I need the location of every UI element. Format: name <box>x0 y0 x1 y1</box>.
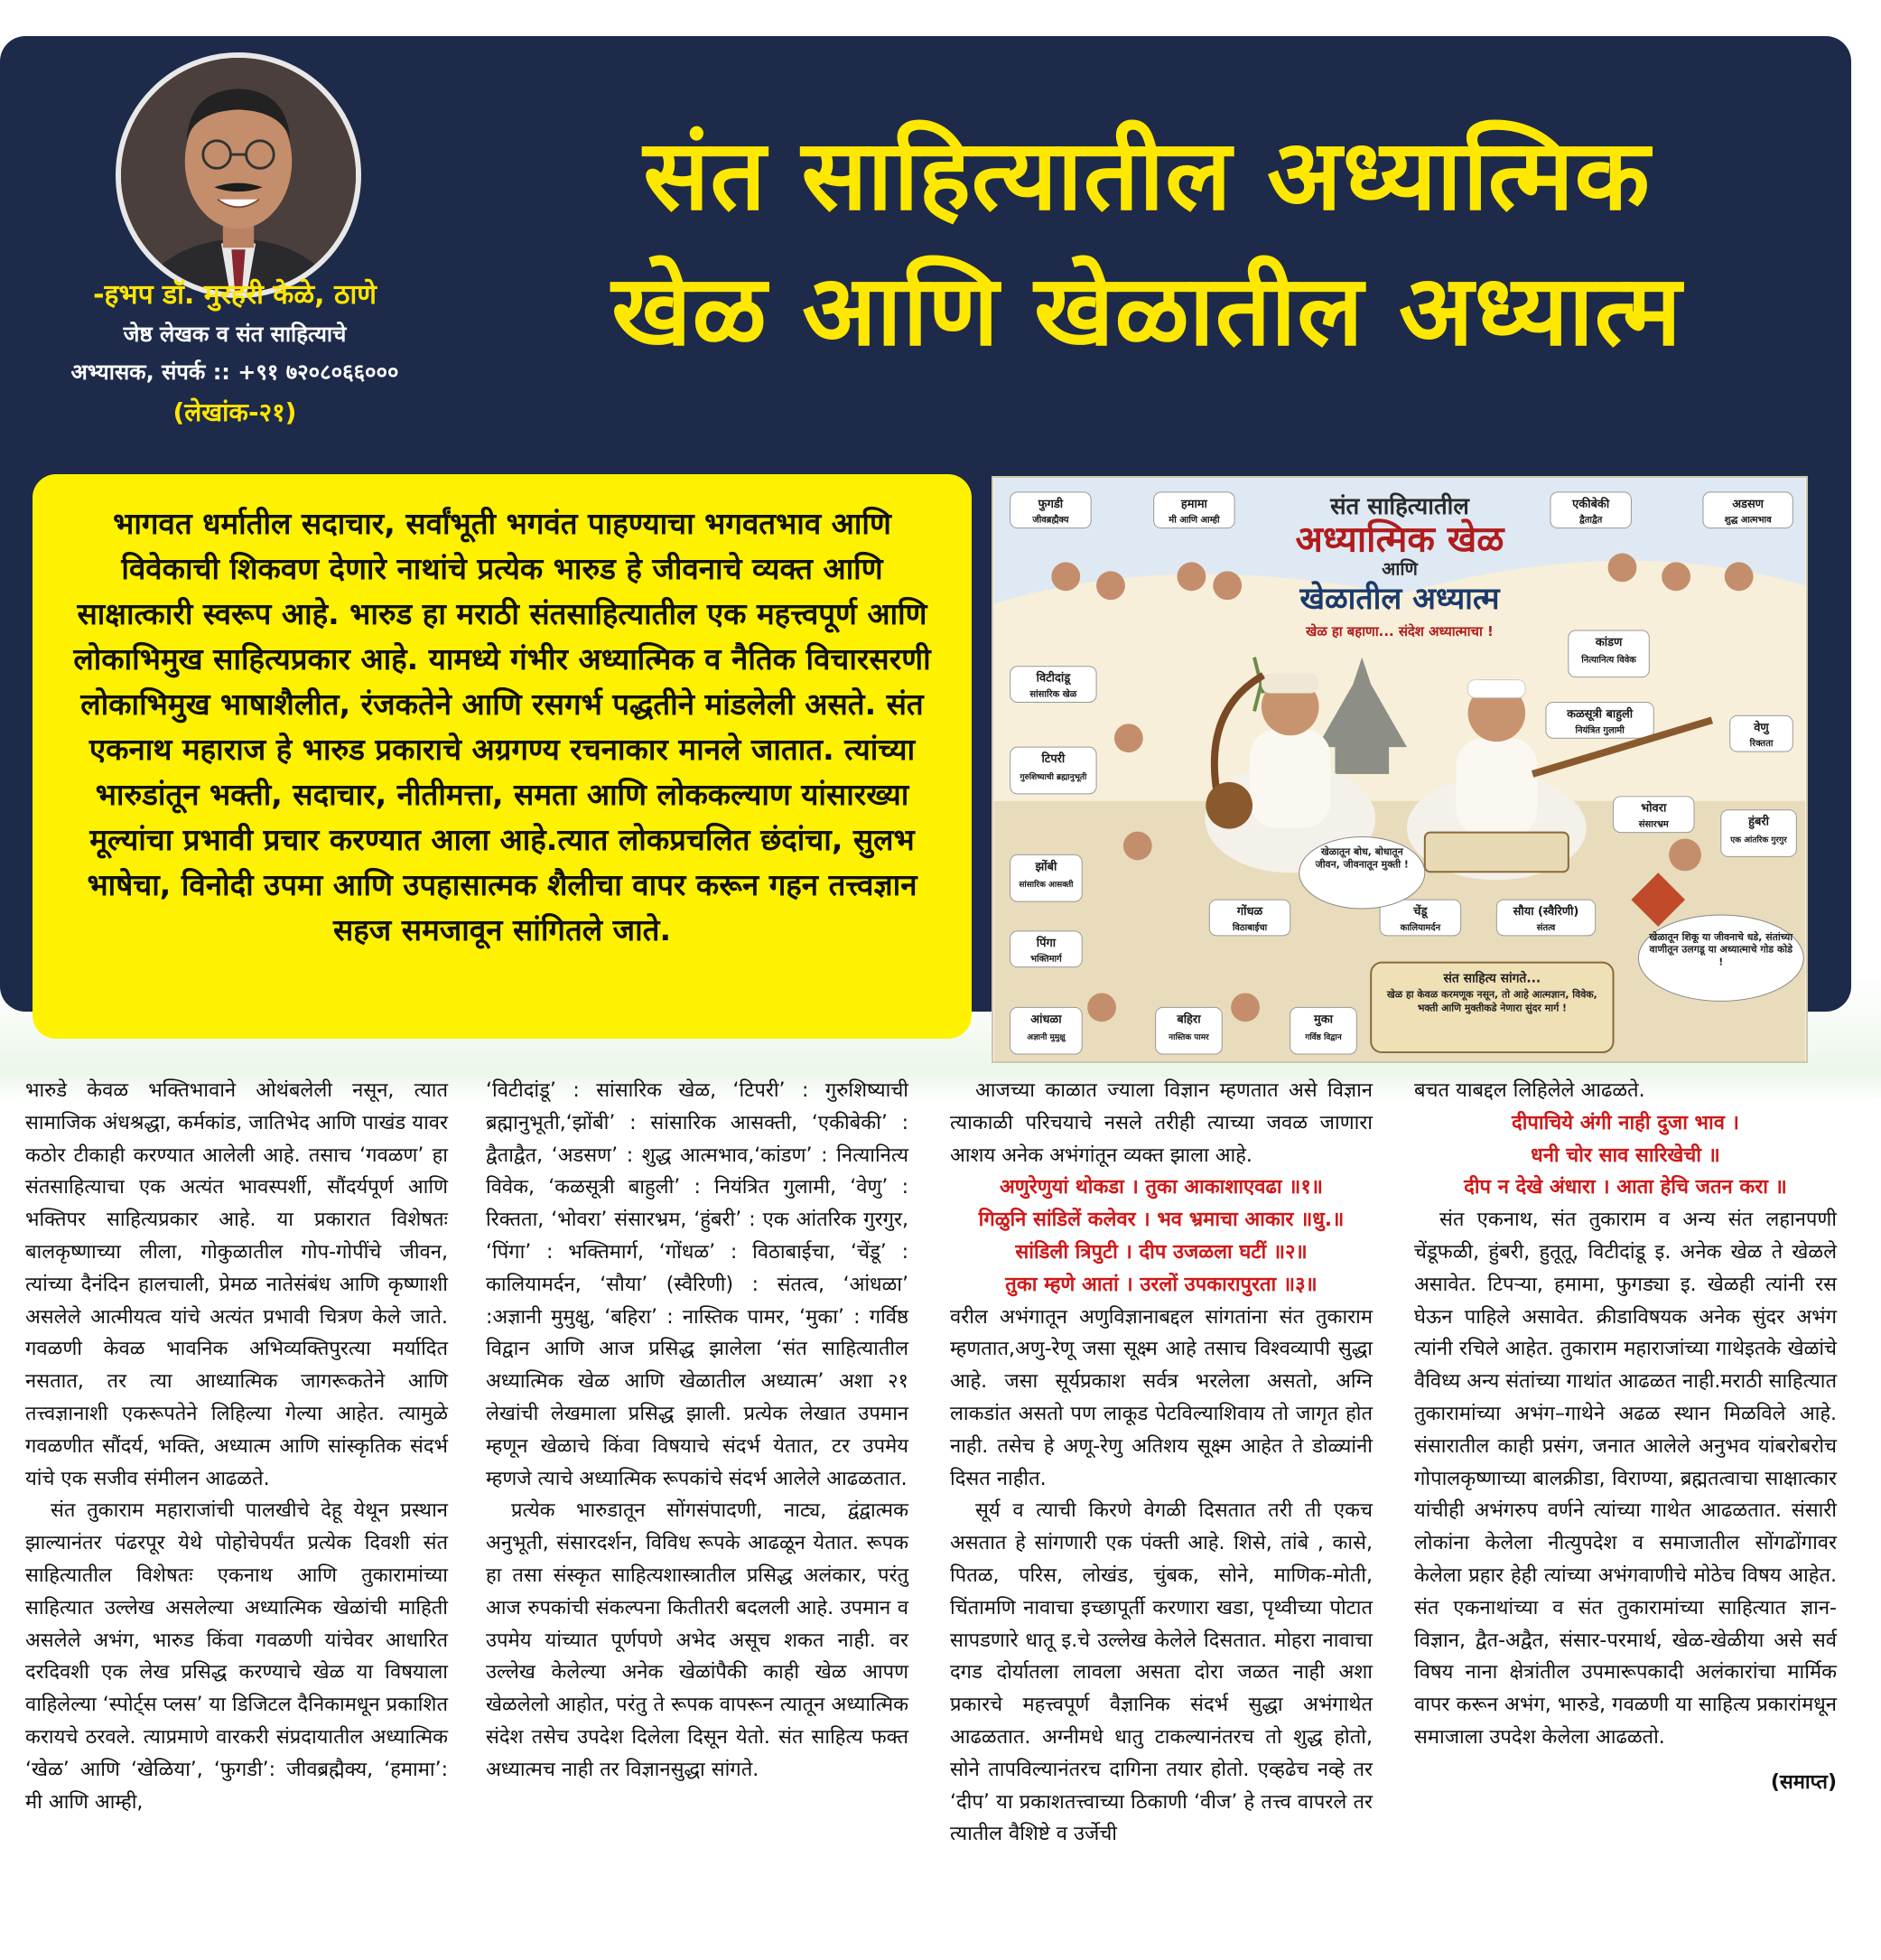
label-kalasutri-sub: नियंत्रित गुलामी <box>1575 725 1625 736</box>
article-title <box>470 108 1824 379</box>
label-adsan: अडसण <box>1732 497 1765 511</box>
label-fugdi: फुगडी <box>1038 497 1064 511</box>
label-humbari: हुंबरी <box>1748 815 1769 829</box>
author-contact: अभ्यासक, संपर्क :: +९१ ७२०८०६६००० <box>70 359 399 385</box>
abhang-verse: गिळुनि सांडिलें कलेवर । भव भ्रमाचा आकार ॥धु.॥ <box>978 1209 1345 1232</box>
label-vitidandu: विटीदांडू <box>1036 671 1071 686</box>
label-bhovara-sub: संसारभ्रम <box>1638 819 1669 830</box>
label-adsan-sub: शुद्ध आत्मभाव <box>1724 515 1772 526</box>
label-andhala-sub: अज्ञानी मुमुक्षु <box>1027 1033 1066 1043</box>
illustration-title-1: संत साहित्यातील <box>1330 492 1469 520</box>
right-bubble-text: खेळातून शिकू या जीवनाचे धडे, संतांच्या वाणीतून उलगडू या अध्यात्माचे गोड कोडे ! <box>1649 930 1793 968</box>
label-zombi: झोंबी <box>1035 860 1057 874</box>
author-role: जेष्ठ लेखक व संत साहित्याचे <box>123 322 347 347</box>
label-gondhal-sub: विठाबाईचा <box>1232 922 1268 933</box>
label-tipari: टिपरी <box>1041 752 1066 767</box>
paragraph: ‘विटीदांडू’ : सांसारिक खेळ, ‘टिपरी’ : गुरुशिष्याची ब्रह्मानुभूती,‘झोंबी’ : सांसारिक आसक्ती, ‘एकीबेकी’ : द्वैताद्वैत, ‘अडसण’ : शुद्ध आत्मभाव,‘कांडण’ : नित्यानित्य विवेक, ‘कळसूत्री बाहुली’ : नियंत्रित गुलामी, ‘वेणु’ : रिक्तता, ‘भोवरा’ संसारभ्रम, ‘हुंबरी’ : एक आंतरिक गुरगुर, ‘पिंगा’ : भक्तिमार्ग, ‘गोंधळ’ : विठाबाईचा, ‘चेंडू’ : कालियामर्दन, ‘सौया’ (स्वैरिणी) : संतत्व, ‘आंधळा’ :अज्ञानी मुमुक्षु, ‘बहिरा’ : नास्तिक पामर, ‘मुका’ : गर्विष्ठ विद्वान आणि आज प्रसिद्ध झालेला ‘संत साहित्यातील अध्यात्मिक खेळ आणि खेळातील अध्यात्म’ अशा २१ लेखांची लेखमाला प्रसिद्ध झाली. प्रत्येक लेखात उपमान म्हणून खेळाचे किंवा विषयाचे संदर्भ येतात, टर उपमेय म्हणजे त्याचे अध्यात्मिक रूपकांचे संदर्भ आलेले आढळतात. <box>486 1079 908 1490</box>
paragraph: संत तुकाराम महाराजांची पालखीचे देहू येथून प्रस्थान झाल्यानंतर पंढरपूर येथे पोहोचेपर्यंत प्रत्येक दिवशी संत साहित्यातील विशेषतः एकनाथ आणि तुकारामांच्या साहित्यात उल्लेख असलेल्या अध्यात्मिक खेळांची माहिती असलेले अभंग, भारुड किंवा गवळणी यांचेवर आधारित दरदिवशी एक लेख प्रसिद्ध करण्याचे खेळ या विषयाला वाहिलेल्या ‘स्पोर्ट्स प्लस’ या डिजिटल दैनिकामधून प्रकाशित करायचे ठरवले. त्याप्रमाणे वारकरी संप्रदायातील अध्यात्मिक ‘खेळ’ आणि ‘खेळिया’, ‘फुगडी’: जीवब्रह्मैक्य, ‘हमामा’: मी आणि आम्ही, <box>25 1499 448 1814</box>
center-bubble-text: खेळातून बोध, बोधातून जीवन, जीवनातून मुक्ती ! <box>1315 845 1409 871</box>
illustration-title-2: अध्यात्मिक खेळ <box>1295 518 1504 561</box>
illustration-title-3: आणि <box>1382 558 1418 580</box>
label-bahira: बहिरा <box>1177 1013 1201 1027</box>
label-venu-sub: रिक्तता <box>1749 739 1774 750</box>
author-block <box>54 275 415 434</box>
label-ekibeki: एकीबेकी <box>1572 497 1610 511</box>
label-bahira-sub: नास्तिक पामर <box>1169 1033 1209 1043</box>
paragraph: भारुडे केवळ भक्तिभावाने ओथंबलेली नसून, त्यात सामाजिक अंधश्रद्धा, कर्मकांड, जातिभेद आणि पाखंड यावर कठोर टीकाही करण्यात आलेली आहे. तसाच ‘गवळण’ हा संतसाहित्याचा एक अत्यंत भावस्पर्शी, सौंदर्यपूर्ण आणि भक्तिपर साहित्यप्रकार आहे. या प्रकारात विशेषतः बालकृष्णाच्या लीला, गोकुळातील गोप-गोपींचे जीवन, त्यांच्या दैनंदिन हालचाली, प्रेमळ नातेसंबंध आणि कृष्णाशी असलेले आत्मीयत्व यांचे अत्यंत प्रभावी चित्रण केले जाते. गवळणी केवळ भावनिक अभिव्यक्तिपुरत्या मर्यादित नसतात, तर त्या आध्यात्मिक जागरूकतेने आणि तत्त्वज्ञानाशी एकरूपतेने लिहिल्या गेल्या आहेत. त्यामुळे गवळणीत सौंदर्य, भक्ति, अध्यात्म आणि सांस्कृतिक संदर्भ यांचे एक सजीव संमीलन आढळते. <box>25 1079 448 1490</box>
abhang-verse: तुका म्हणे आतां । उरलों उपकारापुरता ॥३॥ <box>1005 1273 1318 1296</box>
label-hamama-sub: मी आणि आम्ही <box>1169 515 1220 526</box>
label-tipari-sub: गुरुशिष्याची ब्रह्मानुभूती <box>1020 772 1087 782</box>
illustration-canvas <box>993 478 1806 1061</box>
illustration-subtitle: खेळ हा बहाणा... संदेश अध्यात्माचा ! <box>1306 622 1494 639</box>
column-4 <box>1414 1075 1837 1799</box>
label-muka-sub: गर्विष्ठ विद्वान <box>1305 1033 1342 1043</box>
label-venu: वेणु <box>1754 721 1769 735</box>
label-hamama: हमामा <box>1180 497 1207 511</box>
illustration-title-4: खेळातील अध्यात्म <box>1299 581 1500 617</box>
abhang-verse: अणुरेणुयां थोकडा । तुका आकाशाएवढा ॥१॥ <box>1000 1176 1323 1199</box>
paragraph: वरील अभंगातून अणुविज्ञानाबद्दल सांगतांना संत तुकाराम म्हणतात,अणु-रेणू जसा सूक्ष्म आहे तसाच विश्वव्यापी सुद्धा आहे. जसा सूर्यप्रकाश सर्वत्र भरलेला असतो, अग्नि लाकडांत असतो पण लाकूड पेटविल्याशिवाय तो जागृत होत नाही. तसेच हे अणू-रेणु अतिशय सूक्ष्म आहेत ते डोळ्यांनी दिसत नाहीत. <box>950 1305 1373 1490</box>
label-kalasutri: कळसूत्री बाहुली <box>1567 707 1634 722</box>
label-sauya: सौया (स्वैरिणी) <box>1513 905 1579 919</box>
abhang-verse: धनी चोर साव सारिखेची ॥ <box>1531 1143 1720 1167</box>
column-2 <box>486 1075 908 1787</box>
label-sauya-sub: संतत्व <box>1536 922 1556 933</box>
label-chendu: चेंडू <box>1413 905 1428 919</box>
label-vitidandu-sub: सांसारिक खेळ <box>1029 689 1077 700</box>
author-name: -हभप डॉ. मुरहरी केळे, ठाणे <box>93 279 377 311</box>
paragraph: आजच्या काळात ज्याला विज्ञान म्हणतात असे विज्ञान त्याकाळी परिचयाचे नसले तरीही त्याच्या जवळ जाणारा आशय अनेक अभंगांतून व्यक्त झाला आहे. <box>950 1079 1373 1167</box>
paragraph: बचत याबद्दल लिहिलेले आढळते. <box>1414 1079 1645 1102</box>
label-gondhal: गोंधळ <box>1236 905 1263 919</box>
label-pinga-sub: भक्तिमार्ग <box>1030 954 1062 965</box>
label-pinga: पिंगा <box>1036 936 1057 950</box>
label-muka: मुका <box>1314 1013 1334 1027</box>
article-body <box>25 1075 1840 1933</box>
scroll-title: संत साहित्य सांगते... <box>1443 971 1541 986</box>
intro-summary-box: भागवत धर्मातील सदाचार, सर्वांभूती भगवंत पाहण्याचा भगवतभाव आणि विवेकाची शिकवण देणारे नाथांचे प्रत्येक भारुड हे जीवनाचे व्यक्त आणि साक्षात्कारी स्वरूप आहे. भारुड हा मराठी संतसाहित्यातील एक महत्त्वपूर्ण आणि लोकाभिमुख साहित्यप्रकार आहे. यामध्ये गंभीर अध्यात्मिक व नैतिक विचारसरणी लोकाभिमुख भाषाशैलीत, रंजकतेने आणि रसगर्भ पद्धतीने मांडलेली असते. संत एकनाथ महाराज हे भारुड प्रकाराचे अग्रगण्य रचनाकार मानले जातात. त्यांच्या भारुडांतून भक्ती, सदाचार, नीतीमत्ता, समता आणि लोककल्याण यांसारख्या मूल्यांचा प्रभावी प्रचार करण्यात आला आहे.त्यात लोकप्रचलित छंदांचा, सुलभ भाषेचा, विनोदी उपमा आणि उपहासात्मक शैलीचा वापर करून गहन तत्त्वज्ञान सहज समजावून सांगितले जाते. <box>33 474 972 1039</box>
abhang-verse: दीप न देखे अंधारा । आता हेचि जतन करा ॥ <box>1464 1176 1787 1199</box>
abhang-verse: दीपाचिये अंगी नाही दुजा भाव । <box>1512 1111 1739 1134</box>
article-series-number: (लेखांक-२१) <box>172 397 297 427</box>
end-marker: (समाप्त) <box>1770 1770 1837 1794</box>
title-line-2: खेळ आणि खेळातील अध्यात्म <box>611 255 1682 368</box>
paragraph: संत एकनाथ, संत तुकाराम व अन्य संत लहानपणी चेंडूफळी, हुंबरी, हुतूतू, विटीदांडू इ. अनेक खेळ ते खेळले असावेत. टिपऱ्या, हमामा, फुगड्या इ. खेळही त्यांनी रस घेऊन पाहिले असावेत. क्रीडाविषयक अनेक सुंदर अभंग त्यांनी रचिले आहेत. तुकाराम महाराजांच्या गाथेइतके खेळांचे वैविध्य अन्य संतांच्या गाथांत आढळत नाही.मराठी साहित्यात तुकारामांच्या अभंग–गाथेने अढळ स्थान मिळविले आहे. संसारातील काही प्रसंग, जनात आलेले अनुभव यांबरोबरोच गोपालकृष्णाच्या बालक्रीडा, विराण्या, ब्रह्मतत्वाचा साक्षात्कार यांचीही अभंगरुप वर्णने त्यांच्या गाथेत आढळतात. संसारी लोकांना केलेला नीत्युपदेश व समाजातील सोंगढोंगावर केलेला प्रहार हेही त्यांच्या अभंगवाणीचे मोठेच विषय आहेत. संत एकनाथांच्या व संत तुकारामांच्या साहित्यात ज्ञान-विज्ञान, द्वैत-अद्वैत, संसार-परमार्थ, खेळ-खेळीया असे सर्व विषय नाना क्षेत्रांतील उपमारूपकादी अलंकारांचा मार्मिक वापर करून अभंग, भारुडे, गवळणी या साहित्य प्रकारांमधून समाजाला उपदेश केलेला आढळतो. <box>1414 1209 1837 1749</box>
label-andhala: आंधळा <box>1030 1013 1062 1027</box>
column-3 <box>950 1075 1373 1851</box>
label-kandan-sub: नित्यानित्य विवेक <box>1581 655 1636 666</box>
title-line-1: संत साहित्यातील अध्यात्मिक <box>643 119 1651 232</box>
author-portrait-icon <box>121 58 356 293</box>
paragraph: सूर्य व त्याची किरणे वेगळी दिसतात तरी ती एकच असतात हे सांगणारी एक पंक्ती आहे. शिसे, तांबे , कासे, पितळ, परिस, लोखंड, चुंबक, सोने, माणिक-मोती, चिंतामणि नावाचा इच्छापूर्ती करणारा खडा, पृथ्वीच्या पोटात सापडणारे धातू इ.चे उल्लेख केलेले दिसतात. मोहरा नावाचा दगड दोर्यातला लावला असता दोरा जळत नाही अशा प्रकारचे महत्त्वपूर्ण वैज्ञानिक संदर्भ सुद्धा अभंगाथेत आढळतात. अग्नीमधे धातु टाकल्यानंतरच तो शुद्ध होतो, सोने तापविल्यानंतरच दागिना तयार होतो. एव्हढेच नव्हे तर ‘दीप’ या प्रकाशतत्त्वाच्या ठिकाणी ‘वीज’ हे तत्त्व वापरले तर त्यातील वैशिष्टे व उर्जेची <box>950 1499 1373 1846</box>
label-ekibeki-sub: द्वैताद्वैत <box>1579 515 1603 526</box>
column-1 <box>25 1075 448 1818</box>
scroll-text: खेळ हा केवळ करमणूक नसून, तो आहे आत्मज्ञान, विवेक, भक्ती आणि मुक्तीकडे नेणारा सुंदर मार्ग ! <box>1386 988 1597 1014</box>
label-bhovara: भोवरा <box>1641 801 1667 816</box>
label-zombi-sub: सांसारिक आसक्ती <box>1019 881 1074 891</box>
author-photo <box>116 52 361 298</box>
label-humbari-sub: एक आंतरिक गुरगुर <box>1730 835 1787 845</box>
label-kandan: कांडण <box>1595 635 1623 649</box>
label-chendu-sub: कालियामर्दन <box>1400 922 1441 933</box>
label-fugdi-sub: जीवब्रह्मैक्य <box>1032 515 1069 526</box>
abhang-verse: सांडिली त्रिपुटी । दीप उजळला घटीं ॥२॥ <box>1015 1240 1308 1264</box>
article-illustration <box>992 476 1808 1063</box>
paragraph: प्रत्येक भारुडातून सोंगसंपादणी, नाट्य, द्वंद्वात्मक अनुभूती, संसारदर्शन, विविध रूपके आढळून येतात. रूपक हा तसा संस्कृत साहित्यशास्त्रातील प्रसिद्ध अलंकार, परंतु आज रुपकांची संकल्पना कितीतरी बदलली आहे. उपमान व उपमेय यांच्यात पूर्णपणे अभेद असूच शकत नाही. वर उल्लेख केलेल्या अनेक खेळांपैकी काही खेळ आपण खेळलेलो आहोत, परंतु ते रूपक वापरून त्यातून अध्यात्मिक संदेश तसेच उपदेश दिलेला दिसून येतो. संत साहित्य फक्त अध्यात्मच नाही तर विज्ञानसुद्धा सांगते. <box>486 1499 908 1781</box>
